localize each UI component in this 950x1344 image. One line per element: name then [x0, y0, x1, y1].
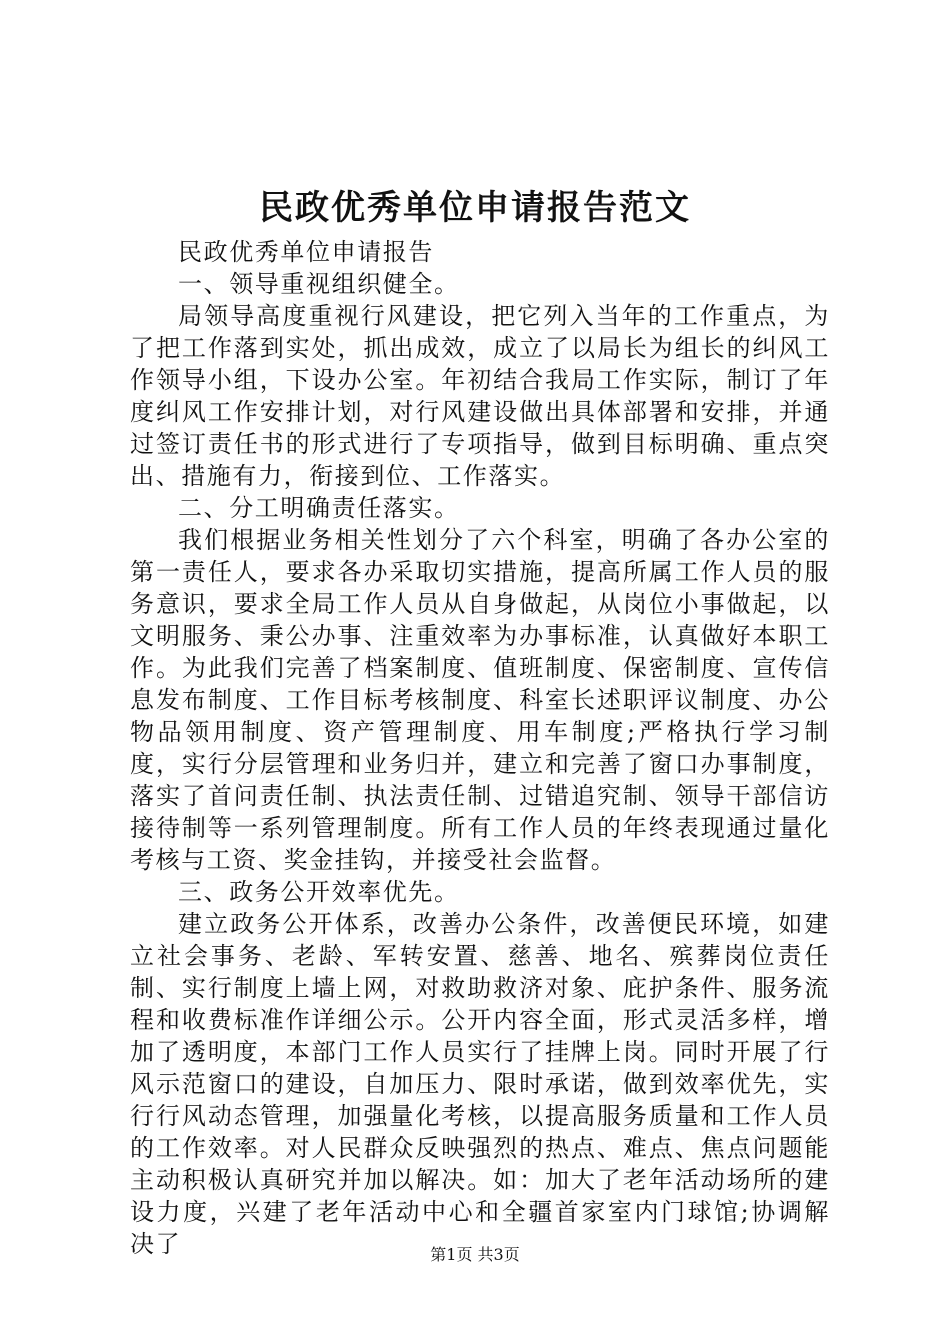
document-body	[130, 236, 830, 1260]
document-title: 民政优秀单位申请报告范文	[259, 188, 691, 228]
section-heading-3: 三、政务公开效率优先。	[178, 878, 460, 906]
body-paragraph-2: 我们根据业务相关性划分了六个科室，明确了各办公室的第一责任人，要求各办采取切实措施，提高所属工作人员的服务意识，要求全局工作人员从自身做起，从岗位小事做起，以文明服务、秉公办事、注重效率为办事标准，认真做好本职工作。为此我们完善了档案制度、值班制度、保密制度、宣传信息发布制度、工作目标考核制度、科室长述职评议制度、办公物品领用制度、资产管理制度、用车制度;严格执行学习制度，实行分层管理和业务归并，建立和完善了窗口办事制度，落实了首问责任制、执法责任制、过错追究制、领导干部信访接待制等一系列管理制度。所有工作人员的年终表现通过量化考核与工资、奖金挂钩，并接受社会监督。	[130, 526, 830, 874]
body-paragraph-3: 建立政务公开体系，改善办公条件，改善便民环境，如建立社会事务、老龄、军转安置、慈善、地名、殡葬岗位责任制、实行制度上墙上网，对救助救济对象、庇护条件、服务流程和收费标准作详细公示。公开内容全面，形式灵活多样，增加了透明度，本部门工作人员实行了挂牌上岗。同时开展了行风示范窗口的建设，自加压力、限时承诺，做到效率优先，实行行风动态管理，加强量化考核，以提高服务质量和工作人员的工作效率。对人民群众反映强烈的热点、难点、焦点问题能主动积极认真研究并加以解决。如：加大了老年活动场所的建设力度，兴建了老年活动中心和全疆首家室内门球馆;协调解决了	[130, 910, 830, 1258]
section-heading-2: 二、分工明确责任落实。	[178, 494, 460, 522]
section-heading-1: 一、领导重视组织健全。	[178, 270, 460, 298]
page-number-footer: 第1页 共3页	[430, 1245, 520, 1264]
body-paragraph-1: 局领导高度重视行风建设，把它列入当年的工作重点，为了把工作落到实处，抓出成效，成立了以局长为组长的纠风工作领导小组，下设办公室。年初结合我局工作实际，制订了年度纠风工作安排计划，对行风建设做出具体部署和安排，并通过签订责任书的形式进行了专项指导，做到目标明确、重点突出、措施有力，衔接到位、工作落实。	[130, 302, 830, 490]
subtitle-paragraph: 民政优秀单位申请报告	[178, 238, 434, 266]
